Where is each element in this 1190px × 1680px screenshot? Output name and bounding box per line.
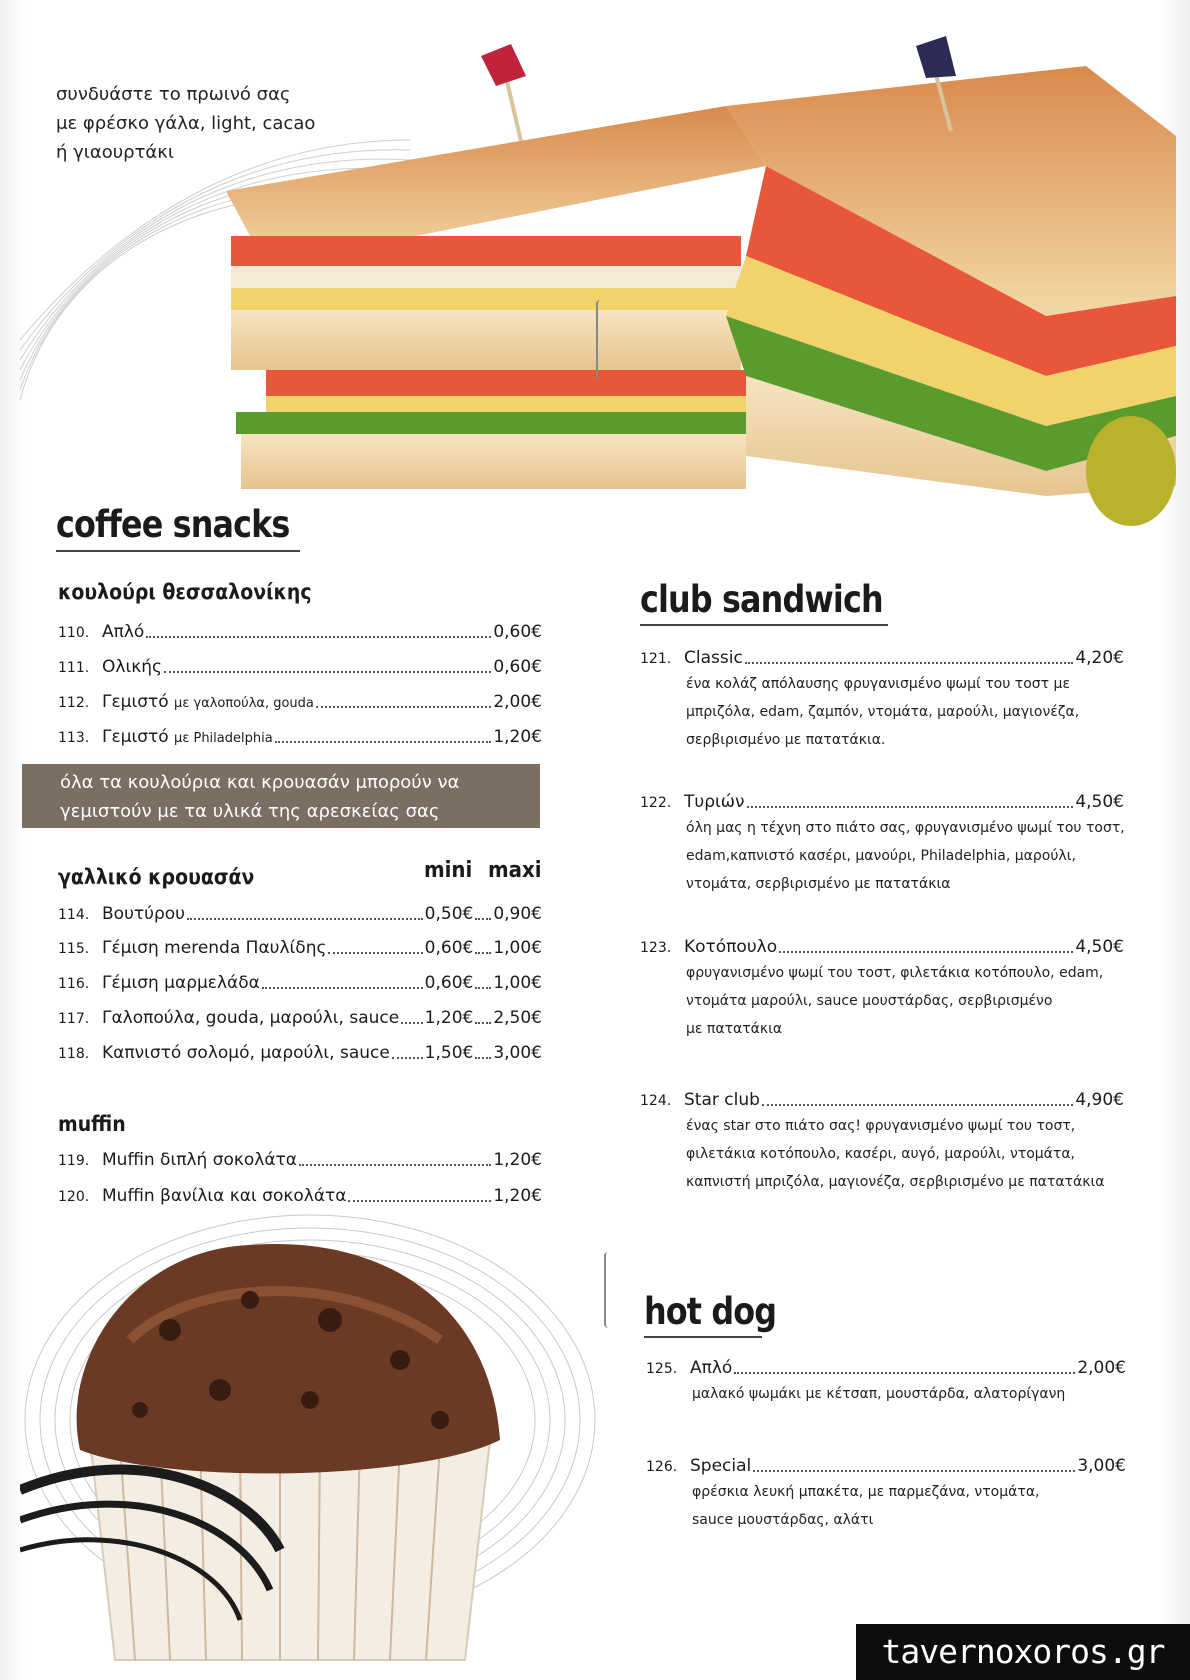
item-description — [686, 814, 1125, 898]
item-name: Classic — [684, 648, 743, 668]
item-price: 4,20€ — [1075, 648, 1124, 668]
item-name: Κοτόπουλο — [684, 937, 778, 957]
menu-item-114 — [58, 904, 542, 924]
item-price-maxi: 2,50€ — [493, 1008, 542, 1028]
item-number: 125. — [646, 1361, 678, 1377]
description-line: ένα κολάζ απόλαυσης φρυγανισμένο ψωμί του τοστ με — [686, 676, 1071, 692]
item-name: Γέμιση μαρμελάδα — [102, 973, 260, 993]
item-price: 1,20€ — [493, 1186, 542, 1206]
item-price-maxi: 3,00€ — [493, 1043, 542, 1063]
description-line: φρυγανισμένο ψωμί του τοστ, φιλετάκια κοτόπουλο, edam, — [686, 965, 1104, 981]
column-header-mini: mini — [424, 858, 473, 883]
item-price-maxi: 1,00€ — [493, 973, 542, 993]
menu-item-119 — [58, 1150, 542, 1170]
column-header-maxi: maxi — [488, 858, 542, 883]
item-name: Βουτύρου — [102, 904, 185, 924]
menu-item-124 — [640, 1090, 1124, 1110]
dot-leader — [779, 951, 1073, 953]
item-name: Muffin βανίλια και σοκολάτα — [102, 1186, 347, 1206]
item-number: 126. — [646, 1459, 678, 1475]
item-number: 113. — [58, 730, 90, 746]
item-number: 124. — [640, 1093, 672, 1109]
binding-staple — [604, 1252, 614, 1328]
dot-leader — [475, 1057, 491, 1059]
section-title-hot-dog: hot dog — [644, 1290, 777, 1333]
item-detail: με Philadelphia — [174, 731, 273, 746]
item-name — [102, 692, 314, 712]
site-watermark: tavernoxoros.gr — [856, 1624, 1190, 1680]
item-price: 1,20€ — [493, 1150, 542, 1170]
dot-leader — [475, 918, 491, 920]
item-name: Τυριών — [684, 792, 745, 812]
dot-leader — [747, 806, 1074, 808]
item-number: 120. — [58, 1189, 90, 1205]
dot-leader — [762, 1104, 1073, 1106]
menu-item-121 — [640, 648, 1124, 668]
item-number: 122. — [640, 795, 672, 811]
item-price: 3,00€ — [1077, 1456, 1126, 1476]
menu-item-116 — [58, 973, 542, 993]
description-line: ντομάτα μαρούλι, sauce μουστάρδας, σερβιρισμένο — [686, 993, 1053, 1009]
notice-line: γεμιστούν με τα υλικά της αρεσκείας σας — [60, 801, 440, 822]
item-name: Γαλοπούλα, gouda, μαρούλι, sauce — [102, 1008, 400, 1028]
menu-item-123 — [640, 937, 1124, 957]
dot-leader — [146, 636, 491, 638]
item-price: 0,60€ — [493, 622, 542, 642]
item-description — [692, 1380, 1065, 1408]
filling-notice-banner — [22, 764, 540, 828]
dot-leader — [299, 1164, 491, 1166]
intro-line: συνδυάστε το πρωινό σας — [56, 84, 291, 105]
item-price: 4,90€ — [1075, 1090, 1124, 1110]
dot-leader — [745, 662, 1074, 664]
intro-line: ή γιαουρτάκι — [56, 142, 174, 163]
title-underline — [640, 624, 888, 626]
item-price-mini: 1,50€ — [424, 1043, 474, 1063]
item-price: 4,50€ — [1075, 937, 1124, 957]
item-number: 117. — [58, 1011, 90, 1027]
menu-item-125 — [646, 1358, 1126, 1378]
item-name: Καπνιστό σολομό, μαρούλι, sauce — [102, 1043, 390, 1063]
menu-item-126 — [646, 1456, 1126, 1476]
title-underline — [56, 550, 300, 552]
item-number: 118. — [58, 1046, 90, 1062]
item-name-main: Γεμιστό — [102, 727, 169, 747]
menu-item-118 — [58, 1043, 542, 1063]
item-price-maxi: 1,00€ — [493, 938, 542, 958]
muffin-photo — [20, 1190, 620, 1670]
item-price: 1,20€ — [493, 727, 542, 747]
description-line: όλη μας η τέχνη στο πιάτο σας, φρυγανισμένο ψωμί του τοστ, — [686, 820, 1125, 836]
section-title-coffee-snacks: coffee snacks — [56, 503, 290, 546]
intro-line: με φρέσκο γάλα, light, cacao — [56, 113, 316, 134]
item-name: Special — [690, 1456, 752, 1476]
heading-koulouri: κουλούρι θεσσαλονίκης — [58, 580, 312, 604]
item-price: 4,50€ — [1075, 792, 1124, 812]
dot-leader — [316, 706, 491, 708]
item-number: 111. — [58, 660, 90, 676]
dot-leader — [392, 1057, 423, 1059]
dot-leader — [734, 1372, 1075, 1374]
menu-item-117 — [58, 1008, 542, 1028]
item-name: Muffin διπλή σοκολάτα — [102, 1150, 297, 1170]
dot-leader — [401, 1022, 422, 1024]
item-number: 114. — [58, 907, 90, 923]
dot-leader — [475, 1022, 491, 1024]
binding-staple — [596, 300, 606, 380]
item-number: 110. — [58, 625, 90, 641]
item-price-mini: 1,20€ — [424, 1008, 474, 1028]
dot-leader — [187, 918, 423, 920]
dot-leader — [328, 952, 422, 954]
title-underline — [644, 1336, 762, 1338]
item-price-maxi: 0,90€ — [493, 904, 542, 924]
item-number: 121. — [640, 651, 672, 667]
section-title-club-sandwich: club sandwich — [640, 578, 883, 621]
item-detail: με γαλοπούλα, gouda — [174, 696, 314, 711]
description-line: με πατατάκια — [686, 1021, 783, 1037]
menu-item-110 — [58, 622, 542, 642]
dot-leader — [475, 987, 491, 989]
menu-item-113 — [58, 727, 542, 747]
menu-item-112 — [58, 692, 542, 712]
item-price-mini: 0,60€ — [424, 938, 474, 958]
item-number: 116. — [58, 976, 90, 992]
heading-muffin: muffin — [58, 1112, 126, 1136]
item-number: 119. — [58, 1153, 90, 1169]
description-line: edam,καπνιστό κασέρι, μανούρι, Philadelphia, μαρούλι, — [686, 848, 1076, 864]
item-price-mini: 0,50€ — [424, 904, 474, 924]
heading-croissant: γαλλικό κρουασάν — [58, 865, 255, 889]
item-name: Ολικής — [102, 657, 162, 677]
item-name: Απλό — [102, 622, 145, 642]
item-price: 2,00€ — [493, 692, 542, 712]
item-number: 115. — [58, 941, 90, 957]
dot-leader — [164, 671, 491, 673]
description-line: σερβιρισμένο με πατατάκια. — [686, 732, 886, 748]
dot-leader — [753, 1470, 1075, 1472]
description-line: μαλακό ψωμάκι με κέτσαπ, μουστάρδα, αλατορίγανη — [692, 1386, 1066, 1402]
item-name: Γέμιση merenda Παυλίδης — [102, 938, 327, 958]
item-description — [686, 1112, 1104, 1196]
item-price: 2,00€ — [1077, 1358, 1126, 1378]
description-line: sauce μουστάρδας, αλάτι — [692, 1512, 874, 1528]
dot-leader — [275, 741, 492, 743]
intro-text — [56, 80, 376, 167]
dot-leader — [262, 987, 423, 989]
description-line: φρέσκια λευκή μπακέτα, με παρμεζάνα, ντομάτα, — [692, 1484, 1040, 1500]
item-name — [102, 727, 273, 747]
item-description — [686, 670, 1079, 754]
item-number: 123. — [640, 940, 672, 956]
item-name: Star club — [684, 1090, 760, 1110]
description-line: ντομάτα, σερβιρισμένο με πατατάκια — [686, 876, 951, 892]
menu-item-115 — [58, 938, 542, 958]
item-price: 0,60€ — [493, 657, 542, 677]
menu-item-122 — [640, 792, 1124, 812]
description-line: καπνιστή μπριζόλα, μαγιονέζα, σερβιρισμένο με πατατάκια — [686, 1174, 1105, 1190]
description-line: φιλετάκια κοτόπουλο, κασέρι, αυγό, μαρούλι, ντομάτα, — [686, 1146, 1075, 1162]
item-price-mini: 0,60€ — [424, 973, 474, 993]
item-name-main: Γεμιστό — [102, 692, 169, 712]
item-description — [692, 1478, 1040, 1534]
item-number: 112. — [58, 695, 90, 711]
description-line: ένας star στο πιάτο σας! φρυγανισμένο ψωμί του τοστ, — [686, 1118, 1076, 1134]
dot-leader — [475, 952, 491, 954]
notice-line: όλα τα κουλούρια και κρουασάν μπορούν να — [60, 772, 460, 793]
menu-item-111 — [58, 657, 542, 677]
item-name: Απλό — [690, 1358, 733, 1378]
description-line: μπριζόλα, edam, ζαμπόν, ντομάτα, μαρούλι, μαγιονέζα, — [686, 704, 1080, 720]
item-description — [686, 959, 1103, 1043]
